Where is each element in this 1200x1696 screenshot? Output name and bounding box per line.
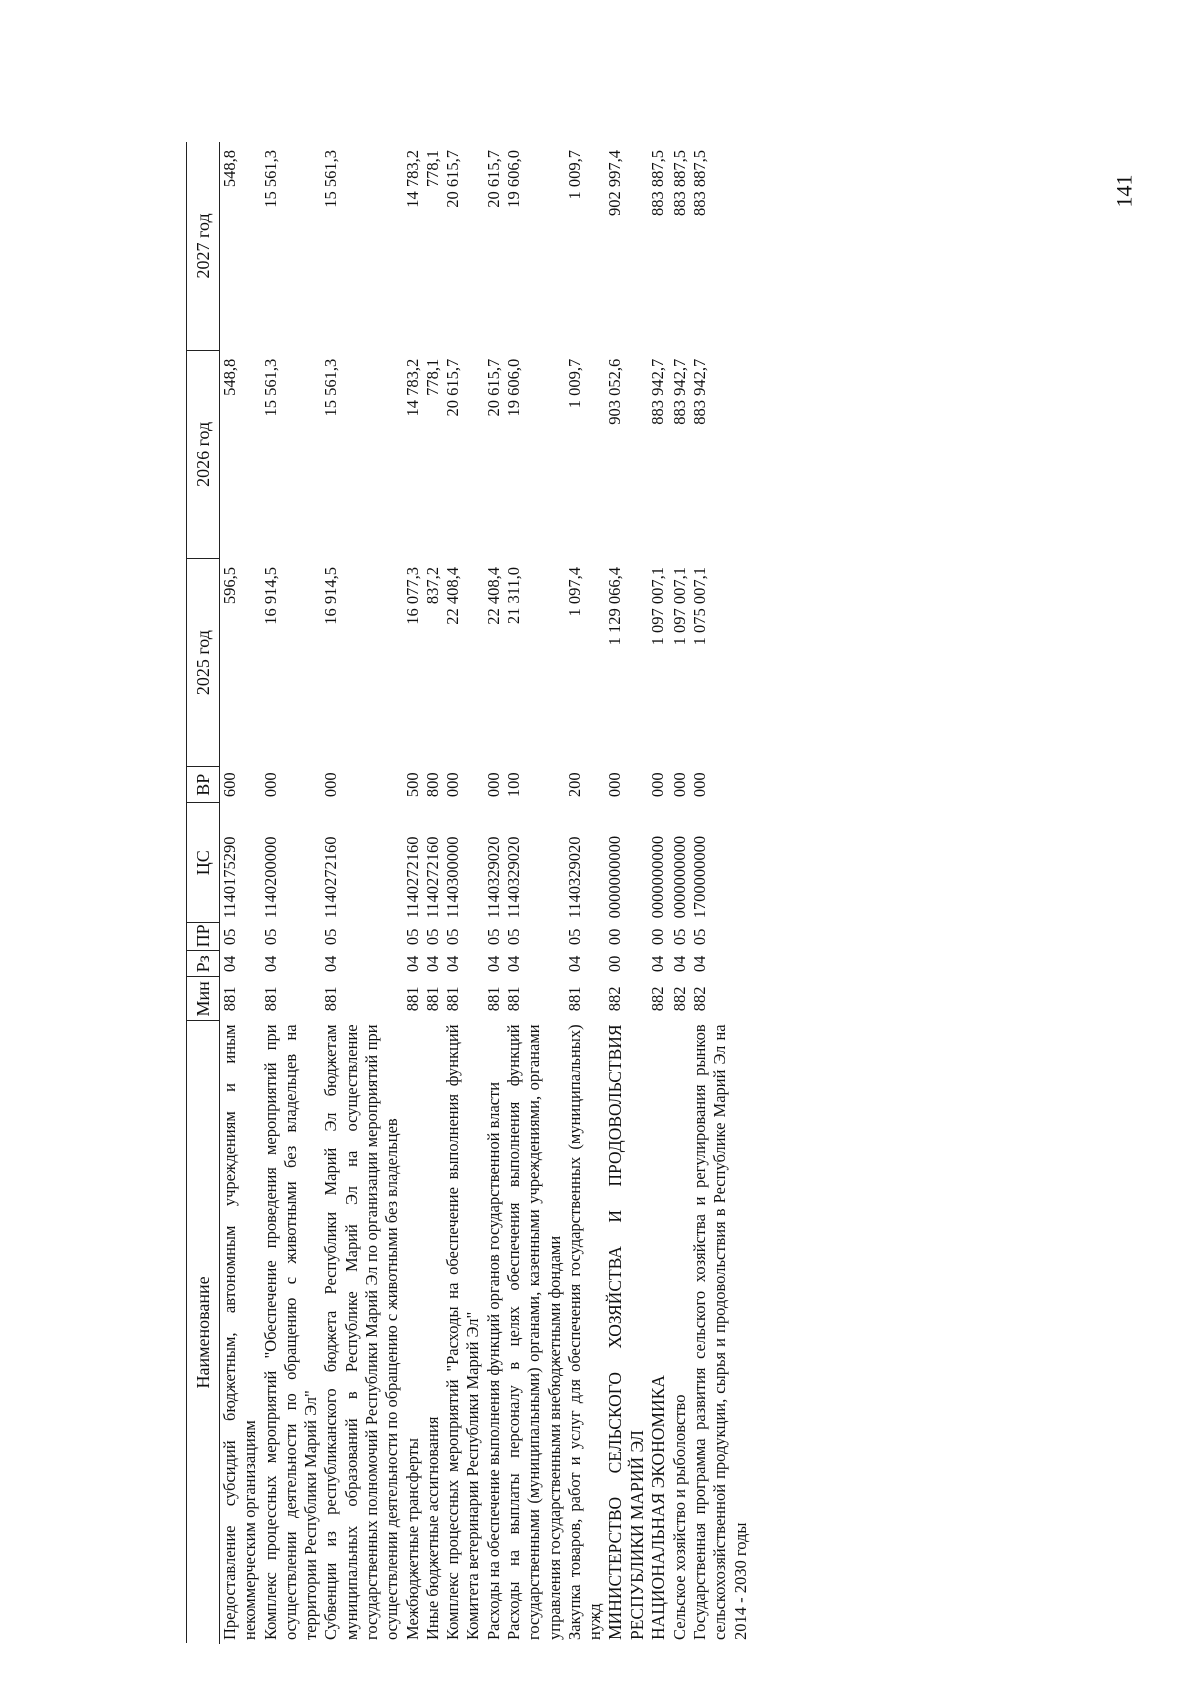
cell-pr: 05 xyxy=(564,928,584,946)
cell-y2027: 20 615,7 xyxy=(443,150,463,208)
header-pr: ПР xyxy=(187,923,220,951)
cell-min: 881 xyxy=(503,986,523,1012)
cell-y2025: 1 097 007,1 xyxy=(648,566,668,646)
cell-rz: 04 xyxy=(220,955,239,973)
cell-name: Государственная программа развития сельского хозяйства и регулирования рынков сельскохозяйственной продукции, сырья и продовольствия в Республике Марий Эл на 2014 - 2030 годы xyxy=(690,1024,750,1640)
cell-y2025: 16 914,5 xyxy=(321,566,341,625)
cell-pr: 00 xyxy=(605,928,625,946)
cell-name: Сельское хозяйство и рыболовство xyxy=(669,1394,689,1640)
header-2026: 2026 год xyxy=(187,350,220,558)
cell-pr: 05 xyxy=(220,928,239,946)
cell-pr: 05 xyxy=(669,928,689,946)
cell-min: 881 xyxy=(220,986,239,1012)
cell-y2027: 1 009,7 xyxy=(564,150,584,200)
table-row xyxy=(605,142,648,1644)
table-row xyxy=(443,142,484,1644)
cell-name: Иные бюджетные ассигнования xyxy=(422,1416,442,1640)
cell-vr: 000 xyxy=(321,772,341,798)
page-number: 141 xyxy=(1111,174,1137,208)
cell-y2026: 20 615,7 xyxy=(483,358,503,417)
cell-rz: 04 xyxy=(483,955,503,973)
header-name: Наименование xyxy=(187,1021,220,1644)
cell-y2025: 21 311,0 xyxy=(503,566,523,625)
cell-min: 881 xyxy=(321,986,341,1012)
cell-rz: 04 xyxy=(443,955,463,973)
table-row xyxy=(690,142,751,1644)
cell-vr: 000 xyxy=(690,772,710,798)
cell-rz: 04 xyxy=(564,955,584,973)
cell-y2025: 837,2 xyxy=(422,566,442,605)
cell-rz: 00 xyxy=(605,955,625,973)
table-row xyxy=(565,142,606,1644)
header-2025: 2025 год xyxy=(187,558,220,766)
cell-y2027: 902 997,4 xyxy=(605,150,625,216)
cell-cs: 0000000000 xyxy=(669,835,689,919)
cell-cs: 1140300000 xyxy=(443,836,463,919)
table-row xyxy=(670,142,690,1644)
table-row xyxy=(423,142,443,1644)
cell-pr: 05 xyxy=(690,928,710,946)
cell-min: 881 xyxy=(443,986,463,1012)
cell-vr: 200 xyxy=(564,772,584,798)
cell-min: 882 xyxy=(648,986,668,1012)
cell-rz: 04 xyxy=(422,955,442,973)
cell-y2026: 883 942,7 xyxy=(690,358,710,425)
table-header-row xyxy=(187,142,220,1644)
cell-pr: 05 xyxy=(321,928,341,946)
header-2027: 2027 год xyxy=(187,142,220,350)
cell-min: 881 xyxy=(260,986,280,1012)
cell-name: Субвенции из республиканского бюджета Республики Марий Эл бюджетам муниципальных образований в Республике Марий Эл на осуществление государственных полномочий Республики Марий Эл по организации мероприятий при осуществлении деятельности по обращению с животными без владельцев xyxy=(321,1024,402,1640)
cell-y2026: 548,8 xyxy=(220,358,239,396)
cell-y2027: 15 561,3 xyxy=(260,150,280,208)
cell-y2026: 1 009,7 xyxy=(564,358,584,409)
cell-pr: 05 xyxy=(483,928,503,946)
cell-vr: 000 xyxy=(260,772,280,798)
cell-vr: 000 xyxy=(605,772,625,798)
cell-y2025: 1 129 066,4 xyxy=(605,566,625,646)
cell-y2026: 778,1 xyxy=(422,358,442,396)
cell-cs: 1140175290 xyxy=(220,836,239,919)
cell-y2026: 14 783,2 xyxy=(402,358,422,417)
cell-min: 882 xyxy=(605,986,625,1012)
cell-cs: 0000000000 xyxy=(648,835,668,919)
cell-y2026: 883 942,7 xyxy=(648,358,668,425)
cell-pr: 05 xyxy=(422,928,442,946)
cell-cs: 1140329020 xyxy=(483,836,503,919)
cell-rz: 04 xyxy=(648,955,668,973)
cell-y2025: 16 077,3 xyxy=(402,566,422,625)
cell-y2025: 1 097,4 xyxy=(564,566,584,617)
cell-name: Комплекс процессных мероприятий "Обеспечение проведения мероприятий при осуществлении деятельности по обращению с животными без владельцев на территории Республики Марий Эл" xyxy=(260,1024,321,1640)
cell-cs: 0000000000 xyxy=(605,835,625,919)
cell-name: МИНИСТЕРСТВО СЕЛЬСКОГО ХОЗЯЙСТВА И ПРОДОВОЛЬСТВИЯ РЕСПУБЛИКИ МАРИЙ ЭЛ xyxy=(605,1024,647,1640)
cell-y2027: 15 561,3 xyxy=(321,150,341,208)
cell-cs: 1140272160 xyxy=(321,836,341,919)
cell-cs: 1700000000 xyxy=(690,835,710,919)
cell-name: Комплекс процессных мероприятий "Расходы на обеспечение выполнения функций Комитета ветеринарии Республики Марий Эл" xyxy=(443,1024,483,1640)
cell-name: Расходы на выплаты персоналу в целях обеспечения выполнения функций государственными (муниципальными) органами, казенными учреждениями, органами управления государственными внебюджетными фондами xyxy=(503,1024,564,1640)
cell-y2025: 22 408,4 xyxy=(443,566,463,625)
cell-pr: 05 xyxy=(443,928,463,946)
cell-min: 882 xyxy=(669,986,689,1012)
cell-name: НАЦИОНАЛЬНАЯ ЭКОНОМИКА xyxy=(648,1375,669,1640)
cell-vr: 800 xyxy=(422,772,442,798)
cell-min: 881 xyxy=(564,986,584,1012)
cell-y2027: 883 887,5 xyxy=(690,150,710,216)
cell-rz: 04 xyxy=(669,955,689,973)
cell-y2027: 883 887,5 xyxy=(648,150,668,216)
cell-cs: 1140200000 xyxy=(260,836,280,919)
cell-y2025: 596,5 xyxy=(220,566,239,605)
cell-cs: 1140329020 xyxy=(564,836,584,919)
cell-y2026: 19 606,0 xyxy=(503,358,523,417)
cell-vr: 000 xyxy=(648,772,668,798)
cell-cs: 1140272160 xyxy=(422,836,442,919)
cell-y2027: 14 783,2 xyxy=(402,150,422,208)
cell-pr: 05 xyxy=(503,928,523,946)
cell-y2025: 1 075 007,1 xyxy=(690,566,710,646)
cell-y2027: 883 887,5 xyxy=(669,150,689,216)
cell-y2027: 19 606,0 xyxy=(503,150,523,208)
cell-name: Расходы на обеспечение выполнения функций органов государственной власти xyxy=(483,1081,503,1640)
header-vr: ВР xyxy=(187,767,220,803)
cell-y2025: 22 408,4 xyxy=(483,566,503,625)
cell-y2027: 20 615,7 xyxy=(483,150,503,208)
header-rz: Рз xyxy=(187,951,220,977)
header-min: Мин xyxy=(187,977,220,1021)
cell-rz: 04 xyxy=(503,955,523,973)
cell-vr: 100 xyxy=(503,772,523,798)
table-row xyxy=(484,142,504,1644)
cell-y2025: 1 097 007,1 xyxy=(669,566,689,646)
cell-vr: 000 xyxy=(669,772,689,798)
table-row xyxy=(648,142,670,1644)
cell-y2027: 548,8 xyxy=(220,150,239,188)
cell-min: 882 xyxy=(690,986,710,1012)
cell-rz: 04 xyxy=(402,955,422,973)
cell-rz: 04 xyxy=(690,955,710,973)
cell-vr: 600 xyxy=(220,772,239,798)
table-row xyxy=(220,142,261,1644)
cell-vr: 000 xyxy=(483,772,503,798)
cell-min: 881 xyxy=(422,986,442,1012)
table-row xyxy=(321,142,402,1644)
cell-y2027: 778,1 xyxy=(422,150,442,188)
table-body xyxy=(220,142,752,1644)
cell-name: Предоставление субсидий бюджетным, автономным учреждениям и иным некоммерческим организациям xyxy=(220,1024,260,1640)
cell-y2025: 16 914,5 xyxy=(260,566,280,625)
cell-name: Межбюджетные трансферты xyxy=(402,1437,422,1640)
table-row xyxy=(261,142,322,1644)
budget-table xyxy=(186,142,751,1644)
cell-y2026: 903 052,6 xyxy=(605,358,625,425)
cell-name: Закупка товаров, работ и услуг для обеспечения государственных (муниципальных) нужд xyxy=(564,1024,605,1640)
cell-rz: 04 xyxy=(260,955,280,973)
cell-vr: 500 xyxy=(402,772,422,798)
cell-y2026: 15 561,3 xyxy=(321,358,341,417)
cell-pr: 05 xyxy=(260,928,280,946)
budget-table-container xyxy=(186,142,1030,1644)
cell-cs: 1140329020 xyxy=(503,836,523,919)
cell-min: 881 xyxy=(483,986,503,1012)
cell-y2026: 883 942,7 xyxy=(669,358,689,425)
cell-cs: 1140272160 xyxy=(402,836,422,919)
table-row xyxy=(504,142,565,1644)
cell-y2026: 20 615,7 xyxy=(443,358,463,417)
cell-min: 881 xyxy=(402,986,422,1012)
cell-vr: 000 xyxy=(443,772,463,798)
cell-y2026: 15 561,3 xyxy=(260,358,280,417)
cell-pr: 00 xyxy=(648,928,668,946)
cell-rz: 04 xyxy=(321,955,341,973)
cell-pr: 05 xyxy=(402,928,422,946)
table-row xyxy=(403,142,423,1644)
header-cs: ЦС xyxy=(187,803,220,923)
